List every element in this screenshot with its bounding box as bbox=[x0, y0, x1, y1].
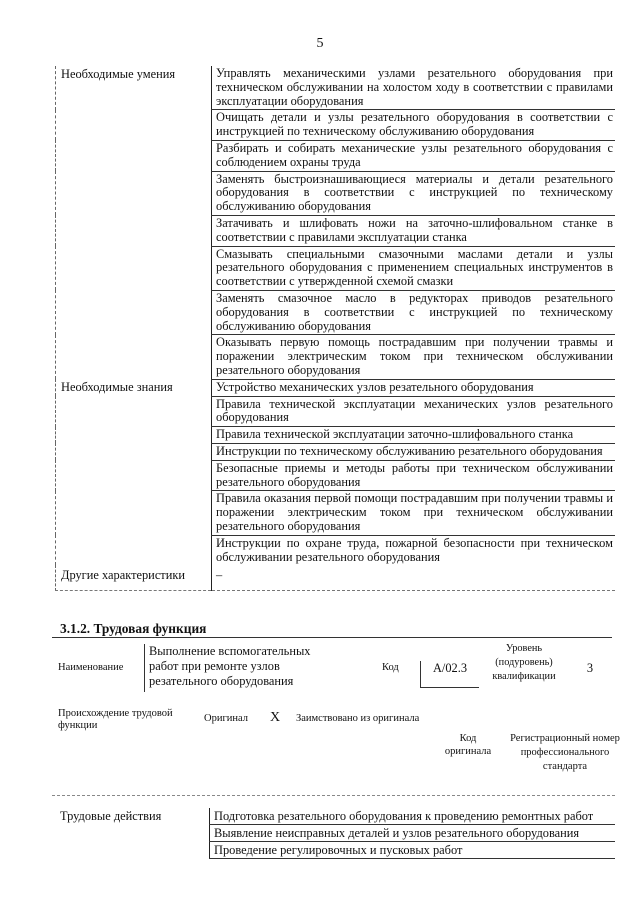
skill-item: Заменять быстроизнашивающиеся материалы и детали резательного оборудования в соответствии с инструкцией по техническому обслуживанию оборудования bbox=[212, 171, 616, 215]
skill-item: Заменять смазочное масло в редукторах приводов резательного оборудования в соответствии с инструкцией по техническому обслуживанию оборудования bbox=[212, 290, 616, 334]
knowledge-item: Безопасные приемы и методы работы при техническом обслуживании резательного оборудования bbox=[212, 460, 616, 491]
origin-borrowed: Заимствовано из оригинала bbox=[296, 713, 420, 724]
knowledge-item: Инструкции по техническому обслуживанию резательного оборудования bbox=[212, 443, 616, 460]
other-label: Другие характеристики bbox=[56, 565, 212, 591]
divider bbox=[52, 795, 615, 796]
level-label: Уровень (подуровень) квалификации bbox=[492, 643, 556, 682]
origin-original: Оригинал bbox=[204, 713, 248, 724]
original-code-label: Код оригинала bbox=[444, 733, 492, 757]
section-title: 3.1.2. Трудовая функция bbox=[60, 621, 207, 636]
skill-item: Оказывать первую помощь пострадавшим при получении травмы и поражении электрическим током при техническом обслуживании резательного оборудования bbox=[212, 335, 616, 379]
origin-mark: X bbox=[270, 710, 281, 725]
action-item: Подготовка резательного оборудования к проведению ремонтных работ bbox=[210, 808, 616, 825]
function-name: Выполнение вспомогательных работ при ремонте узлов резательного оборудования bbox=[144, 644, 317, 692]
action-item: Проведение регулировочных и пусковых работ bbox=[210, 842, 616, 859]
page-number: 5 bbox=[316, 36, 324, 51]
reg-number-label: Регистрационный номер профессионального стандарта bbox=[510, 733, 620, 772]
function-box bbox=[52, 637, 612, 698]
skill-item: Разбирать и собирать механические узлы резательного оборудования с соблюдением охраны труда bbox=[212, 140, 616, 171]
actions-label: Трудовые действия bbox=[60, 809, 162, 823]
other-value: – bbox=[212, 565, 616, 591]
code-label: Код bbox=[382, 662, 399, 673]
level-value: 3 bbox=[586, 661, 594, 675]
skill-item: Смазывать специальными смазочными маслами детали и узлы резательного оборудования с применением специальных инструментов в соответствии с утвержденной схемой смазки bbox=[212, 246, 616, 290]
skill-item: Очищать детали и узлы резательного оборудования в соответствии с инструкцией по техническому обслуживанию оборудования bbox=[212, 110, 616, 141]
skill-item: Управлять механическими узлами резательного оборудования при техническом обслуживании на холостом ходу в соответствии с правилами эксплуатации оборудования bbox=[212, 66, 616, 110]
function-code: A/02.3 bbox=[420, 661, 479, 688]
knowledge-item: Правила оказания первой помощи пострадавшим при получении травмы и поражении электрическим током при техническом обслуживании резательного оборудования bbox=[212, 491, 616, 535]
requirements-table bbox=[55, 66, 615, 591]
knowledge-label: Необходимые знания bbox=[56, 379, 212, 565]
origin-label: Происхождение трудовой функции bbox=[58, 708, 173, 731]
knowledge-item: Инструкции по охране труда, пожарной безопасности при техническом обслуживании резательного оборудования bbox=[212, 535, 616, 565]
knowledge-item: Правила технической эксплуатации заточно-шлифовального станка bbox=[212, 427, 616, 444]
action-item: Выявление неисправных деталей и узлов резательного оборудования bbox=[210, 825, 616, 842]
knowledge-item: Устройство механических узлов резательного оборудования bbox=[212, 379, 616, 396]
skill-item: Затачивать и шлифовать ножи на заточно-шлифовальном станке в соответствии с правилами эксплуатации станка bbox=[212, 215, 616, 246]
skills-label: Необходимые умения bbox=[56, 66, 212, 379]
name-label: Наименование bbox=[58, 662, 124, 673]
actions-table bbox=[55, 808, 615, 859]
knowledge-item: Правила технической эксплуатации механических узлов резательного оборудования bbox=[212, 396, 616, 427]
